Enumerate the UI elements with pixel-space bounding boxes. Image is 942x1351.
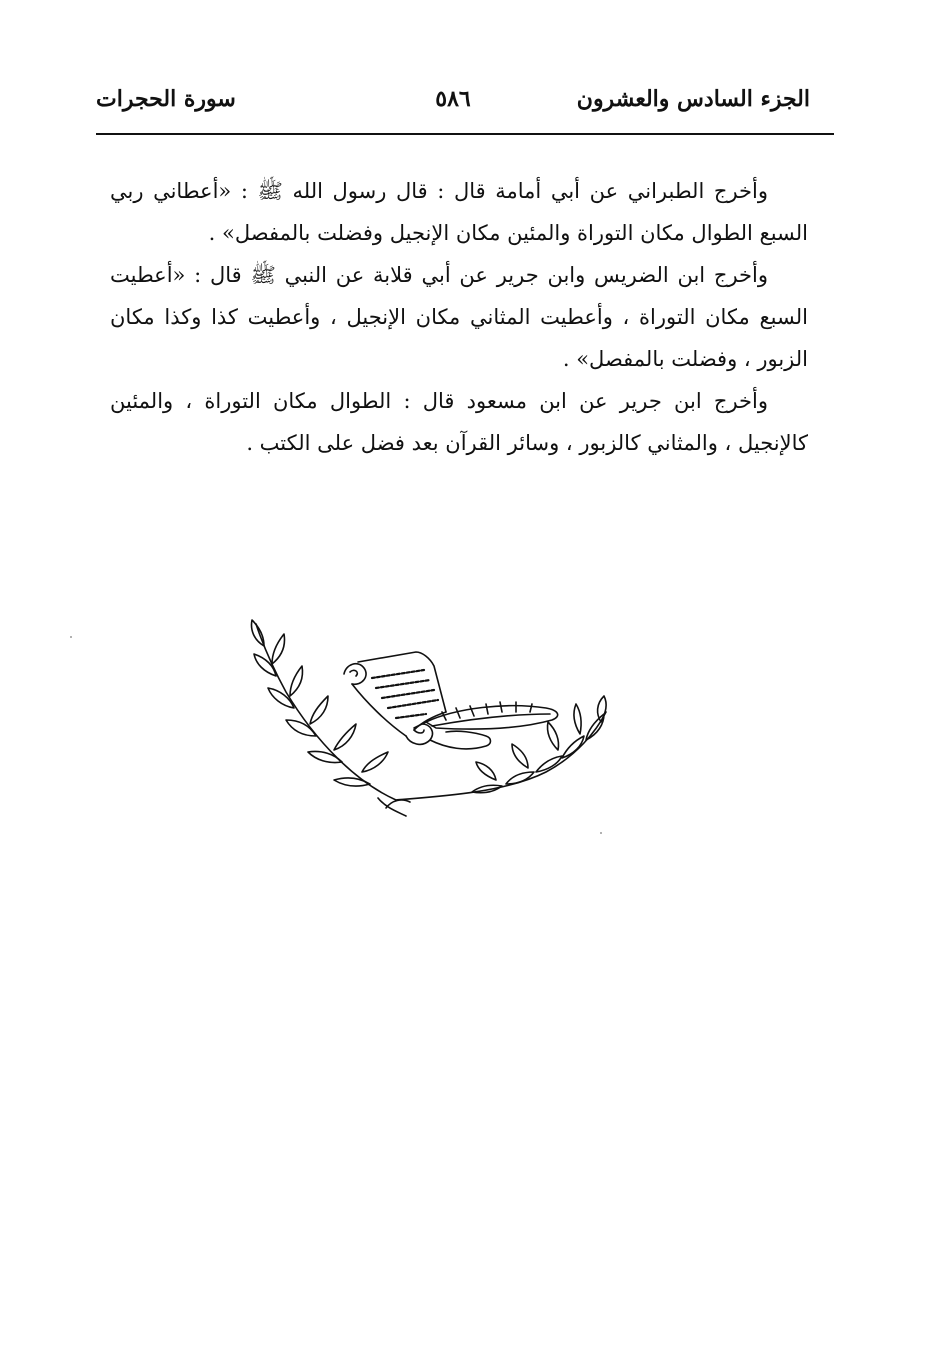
page-number: ٥٨٦	[435, 86, 471, 112]
paper-speck	[600, 832, 602, 834]
scroll-quill-laurel-icon	[246, 612, 616, 822]
running-header	[96, 86, 810, 126]
part-title: الجزء السادس والعشرون	[576, 86, 810, 112]
header-rule	[96, 133, 834, 135]
surah-title: سورة الحجرات	[96, 86, 236, 112]
paper-speck	[70, 636, 72, 638]
paragraph: وأخرج الطبراني عن أبي أمامة قال : قال رسول الله ﷺ : «أعطاني ربي السبع الطوال مكان التوراة والمئين مكان الإنجيل وفضلت بالمفصل» .	[110, 179, 808, 245]
body-text	[110, 170, 808, 464]
paragraph: وأخرج ابن الضريس وابن جرير عن أبي قلابة عن النبي ﷺ قال : «أعطيت السبع مكان التوراة ، وأعطيت المثاني مكان الإنجيل ، وأعطيت كذا وكذا مكان الزبور ، وفضلت بالمفصل» .	[110, 263, 808, 371]
paragraph: وأخرج ابن جرير عن ابن مسعود قال : الطوال مكان التوراة ، والمئين كالإنجيل ، والمثاني كالزبور ، وسائر القرآن بعد فضل على الكتب .	[110, 389, 808, 455]
